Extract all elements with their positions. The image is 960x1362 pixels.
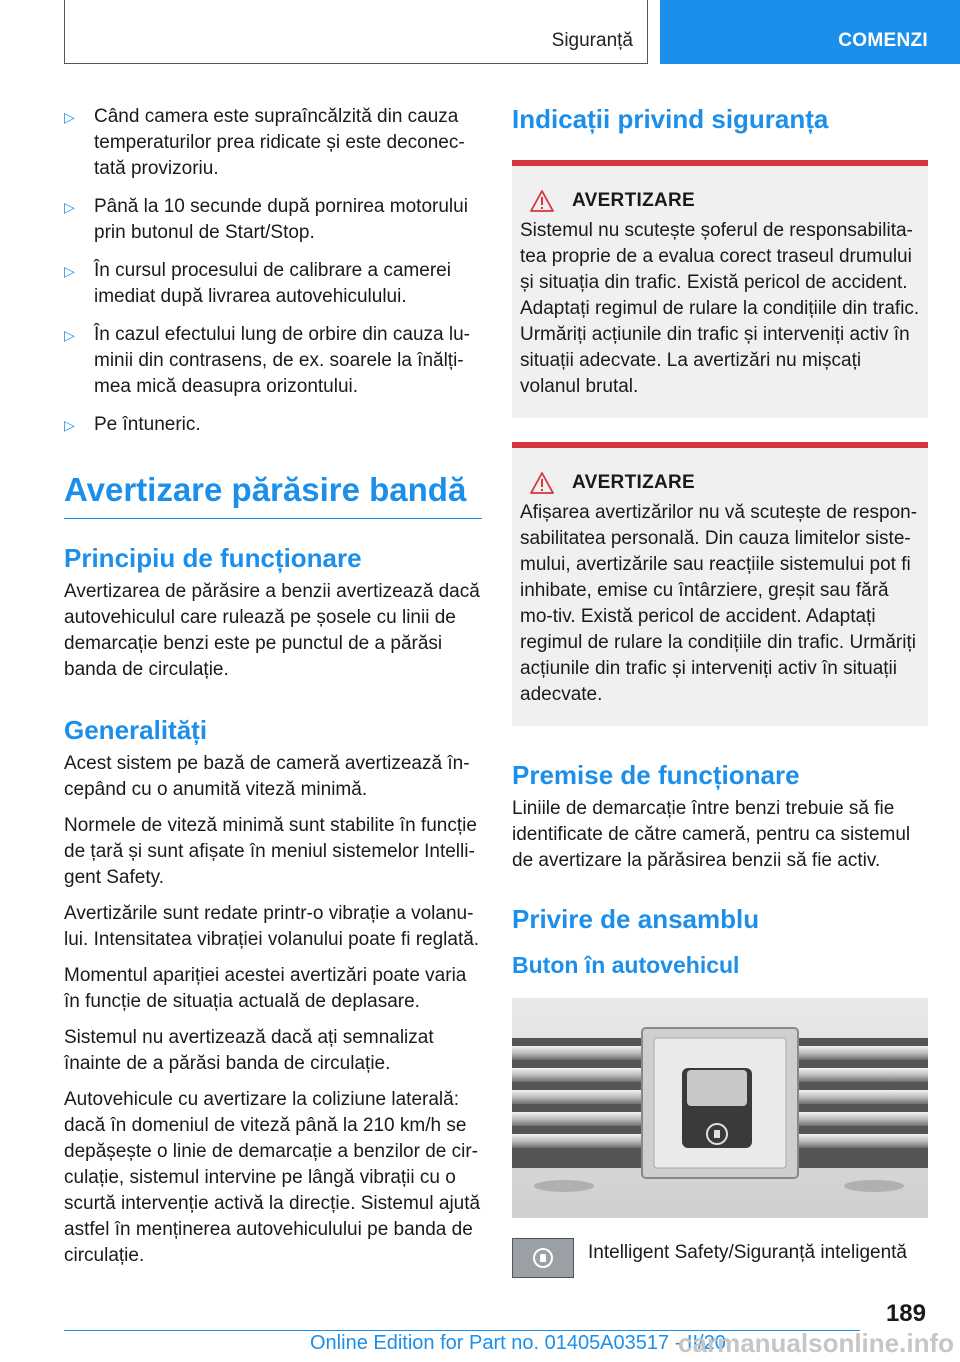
list-item bbox=[64, 322, 482, 400]
right-column bbox=[512, 102, 928, 1278]
list-item bbox=[64, 412, 482, 438]
list-item bbox=[64, 194, 482, 246]
figure-caption-text: Intelligent Safety/Siguranță inteligentă bbox=[588, 1242, 907, 1263]
warning-title: AVERTIZARE bbox=[572, 190, 695, 211]
list-item-text: În cursul procesului de calibrare a camerei imediat după livrarea autovehiculului. bbox=[94, 260, 451, 307]
safety-heading: Indicații privind siguranța bbox=[512, 104, 829, 134]
warning-text: Sistemul nu scutește șoferul de responsabilita-tea proprie de a evalua corect traseul drumului și situația din trafic. Există pericol de accident. Adaptați regimul de rulare la condițiile din trafic. Urmăriți acțiunile din trafic și interveniți activ în situații adecvate. La avertizări nu mișcați volanul brutal. bbox=[520, 220, 920, 397]
generalitati-paragraph: Momentul apariției acestei avertizări poate varia în funcție de situația actuală de deplasare. bbox=[64, 965, 467, 1012]
generalitati-paragraph: Autovehicule cu avertizare la coliziune laterală: dacă în domeniul de viteză până la 210 km/h se depășește o linie de demarcație a benzilor de cir-culație, sistemul intervine pe lângă vibrații cu o scurtă intervenție activă la direcție. Sistemul ajută astfel în menținerea autovehiculului pe banda de circulație. bbox=[64, 1089, 481, 1266]
generalitati-paragraph: Acest sistem pe bază de cameră avertizează în-cepând cu o anumită viteză minimă. bbox=[64, 753, 470, 800]
triangle-bullet-icon: ▷ bbox=[64, 109, 75, 125]
list-item-text: Pe întuneric. bbox=[94, 414, 201, 435]
footer-watermark: carmanualsonline.info bbox=[678, 1328, 954, 1358]
generalitati-paragraph: Normele de viteză minimă sunt stabilite în funcție de țară și sunt afișate în meniul sistemelor Intelli-gent Safety. bbox=[64, 815, 477, 888]
intelligent-safety-button-icon bbox=[512, 1238, 574, 1278]
header-tab[interactable] bbox=[660, 0, 960, 64]
page-number: 189 bbox=[885, 1300, 926, 1327]
list-item bbox=[64, 258, 482, 310]
footer-edition: Online Edition for Part no. 01405A03517 - II/20 bbox=[310, 1332, 726, 1354]
generalitati-paragraph: Avertizările sunt redate printr-o vibrație a volanu-lui. Intensitatea vibrației volanului poate fi reglată. bbox=[64, 903, 480, 950]
left-column bbox=[64, 104, 482, 1279]
header-section-label: Siguranță bbox=[551, 30, 633, 51]
chapter-title-rule bbox=[64, 518, 482, 519]
dashboard-vents-illustration bbox=[512, 998, 928, 1218]
triangle-bullet-icon: ▷ bbox=[64, 327, 75, 343]
triangle-bullet-icon: ▷ bbox=[64, 263, 75, 279]
triangle-bullet-icon: ▷ bbox=[64, 199, 75, 215]
principiu-text: Avertizarea de părăsire a benzii avertizează dacă autovehiculul care rulează pe șosele cu linii de demarcație benzi este pe punctul de a părăsi banda de circulație. bbox=[64, 581, 480, 680]
warning-triangle-icon bbox=[530, 190, 554, 212]
warning-title: AVERTIZARE bbox=[572, 472, 695, 493]
header-section-box bbox=[64, 0, 648, 64]
warning-text: Afișarea avertizărilor nu vă scutește de respon-sabilitatea personală. Din cauza limitelor siste-mului, avertizările sau reacțiile sistemului pot fi inhibate, emise cu întârziere, greșit sau fără mo-tiv. Există pericol de accident. Adaptați regimul de rulare la condițiile din trafic. Urmăriți acțiunile din trafic și interveniți activ în situații adecvate. bbox=[520, 502, 918, 705]
principiu-heading: Principiu de funcționare bbox=[64, 543, 362, 573]
warning-triangle-icon bbox=[530, 472, 554, 494]
header-tab-label: COMENZI bbox=[838, 30, 928, 51]
premise-text: Liniile de demarcație între benzi trebuie să fie identificate de către cameră, pentru ca sistemul de avertizare la părăsirea benzii să fie activ. bbox=[512, 798, 911, 871]
buton-subheading: Buton în autovehicul bbox=[512, 952, 740, 978]
list-item-text: Până la 10 secunde după pornirea motorului prin butonul de Start/Stop. bbox=[94, 196, 468, 243]
condition-list bbox=[64, 104, 482, 438]
dashboard-button-photo bbox=[512, 998, 928, 1218]
chapter-title: Avertizare părăsire bandă bbox=[64, 471, 467, 508]
privire-heading: Privire de ansamblu bbox=[512, 904, 760, 934]
generalitati-heading: Generalități bbox=[64, 715, 208, 745]
list-item-text: Când camera este supraîncălzită din cauza temperaturilor prea ridicate și este deconec-tată provizoriu. bbox=[94, 106, 465, 179]
list-item-text: În cazul efectului lung de orbire din cauza lu-minii din contrasens, de ex. soarele la înălți-mea mică deasupra orizontului. bbox=[94, 324, 471, 397]
warning-box bbox=[512, 160, 928, 418]
generalitati-paragraph: Sistemul nu avertizează dacă ați semnalizat înainte de a părăsi banda de circulație. bbox=[64, 1027, 434, 1074]
list-item bbox=[64, 104, 482, 182]
warning-box bbox=[512, 442, 928, 726]
premise-heading: Premise de funcționare bbox=[512, 760, 800, 790]
triangle-bullet-icon: ▷ bbox=[64, 417, 75, 433]
figure-caption bbox=[512, 1238, 928, 1278]
